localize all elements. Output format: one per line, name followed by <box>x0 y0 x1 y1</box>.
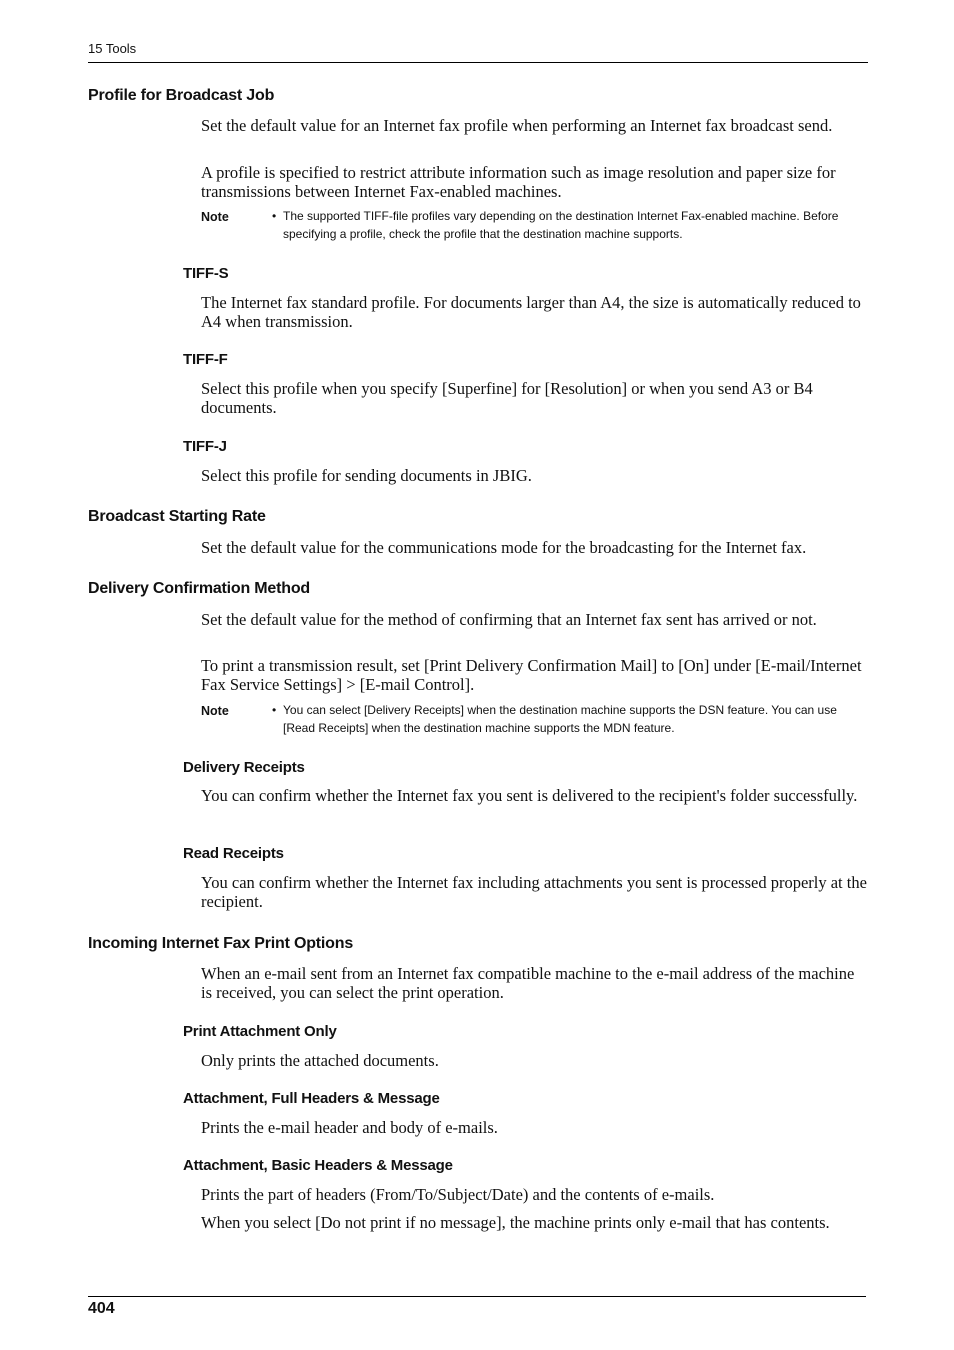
bullet-icon: • <box>272 703 277 717</box>
paragraph: Set the default value for the method of confirming that an Internet fax sent has arrived or not. <box>201 610 817 629</box>
paragraph: When an e-mail sent from an Internet fax compatible machine to the e-mail address of the machine is received, you can select the print operation. <box>201 964 855 1002</box>
heading-broadcast-starting-rate: Broadcast Starting Rate <box>88 508 266 525</box>
paragraph: Prints the e-mail header and body of e-mails. <box>201 1118 498 1137</box>
heading-delivery-confirmation-method: Delivery Confirmation Method <box>88 580 310 597</box>
chapter-header: 15 Tools <box>88 41 137 56</box>
header-rule <box>88 62 868 63</box>
paragraph: You can confirm whether the Internet fax including attachments you sent is processed properly at the recipient. <box>201 873 867 911</box>
note-text <box>272 208 864 243</box>
heading-read-receipts: Read Receipts <box>183 845 284 862</box>
paragraph: Select this profile when you specify [Superfine] for [Resolution] or when you send A3 or B4 documents. <box>201 379 813 417</box>
heading-attachment-basic-headers-message: Attachment, Basic Headers & Message <box>183 1157 453 1174</box>
paragraph: Only prints the attached documents. <box>201 1051 439 1070</box>
heading-delivery-receipts: Delivery Receipts <box>183 759 305 776</box>
paragraph: Set the default value for an Internet fax profile when performing an Internet fax broadcast send. <box>201 116 833 135</box>
heading-tiff-j: TIFF-J <box>183 438 227 455</box>
paragraph: Set the default value for the communications mode for the broadcasting for the Internet fax. <box>201 538 807 557</box>
page-number: 404 <box>88 1300 115 1317</box>
heading-profile-for-broadcast-job: Profile for Broadcast Job <box>88 87 275 104</box>
note-body: You can select [Delivery Receipts] when the destination machine supports the DSN feature. You can use [Read Receipts] when the destination machine supports the MDN feature. <box>283 703 837 735</box>
paragraph: Prints the part of headers (From/To/Subject/Date) and the contents of e-mails. <box>201 1185 715 1204</box>
note-label: Note <box>201 704 229 718</box>
note-text <box>272 702 864 737</box>
note-body: The supported TIFF-file profiles vary depending on the destination Internet Fax-enabled machine. Before specifying a profile, check the profile that the destination machine supports. <box>283 209 839 241</box>
paragraph: The Internet fax standard profile. For documents larger than A4, the size is automatically reduced to A4 when transmission. <box>201 293 861 331</box>
paragraph: A profile is specified to restrict attribute information such as image resolution and paper size for transmissions between Internet Fax-enabled machines. <box>201 163 836 201</box>
heading-tiff-f: TIFF-F <box>183 351 228 368</box>
note-label: Note <box>201 210 229 224</box>
paragraph: When you select [Do not print if no message], the machine prints only e-mail that has contents. <box>201 1213 830 1232</box>
heading-tiff-s: TIFF-S <box>183 265 229 282</box>
footer-rule <box>88 1296 866 1297</box>
heading-incoming-internet-fax-print-options: Incoming Internet Fax Print Options <box>88 935 354 952</box>
heading-print-attachment-only: Print Attachment Only <box>183 1023 337 1040</box>
heading-attachment-full-headers-message: Attachment, Full Headers & Message <box>183 1090 440 1107</box>
paragraph: You can confirm whether the Internet fax you sent is delivered to the recipient's folder successfully. <box>201 786 858 805</box>
bullet-icon: • <box>272 209 277 223</box>
paragraph: Select this profile for sending documents in JBIG. <box>201 466 532 485</box>
paragraph: To print a transmission result, set [Print Delivery Confirmation Mail] to [On] under [E-mail/Internet Fax Service Settings] > [E-mail Control]. <box>201 656 862 694</box>
